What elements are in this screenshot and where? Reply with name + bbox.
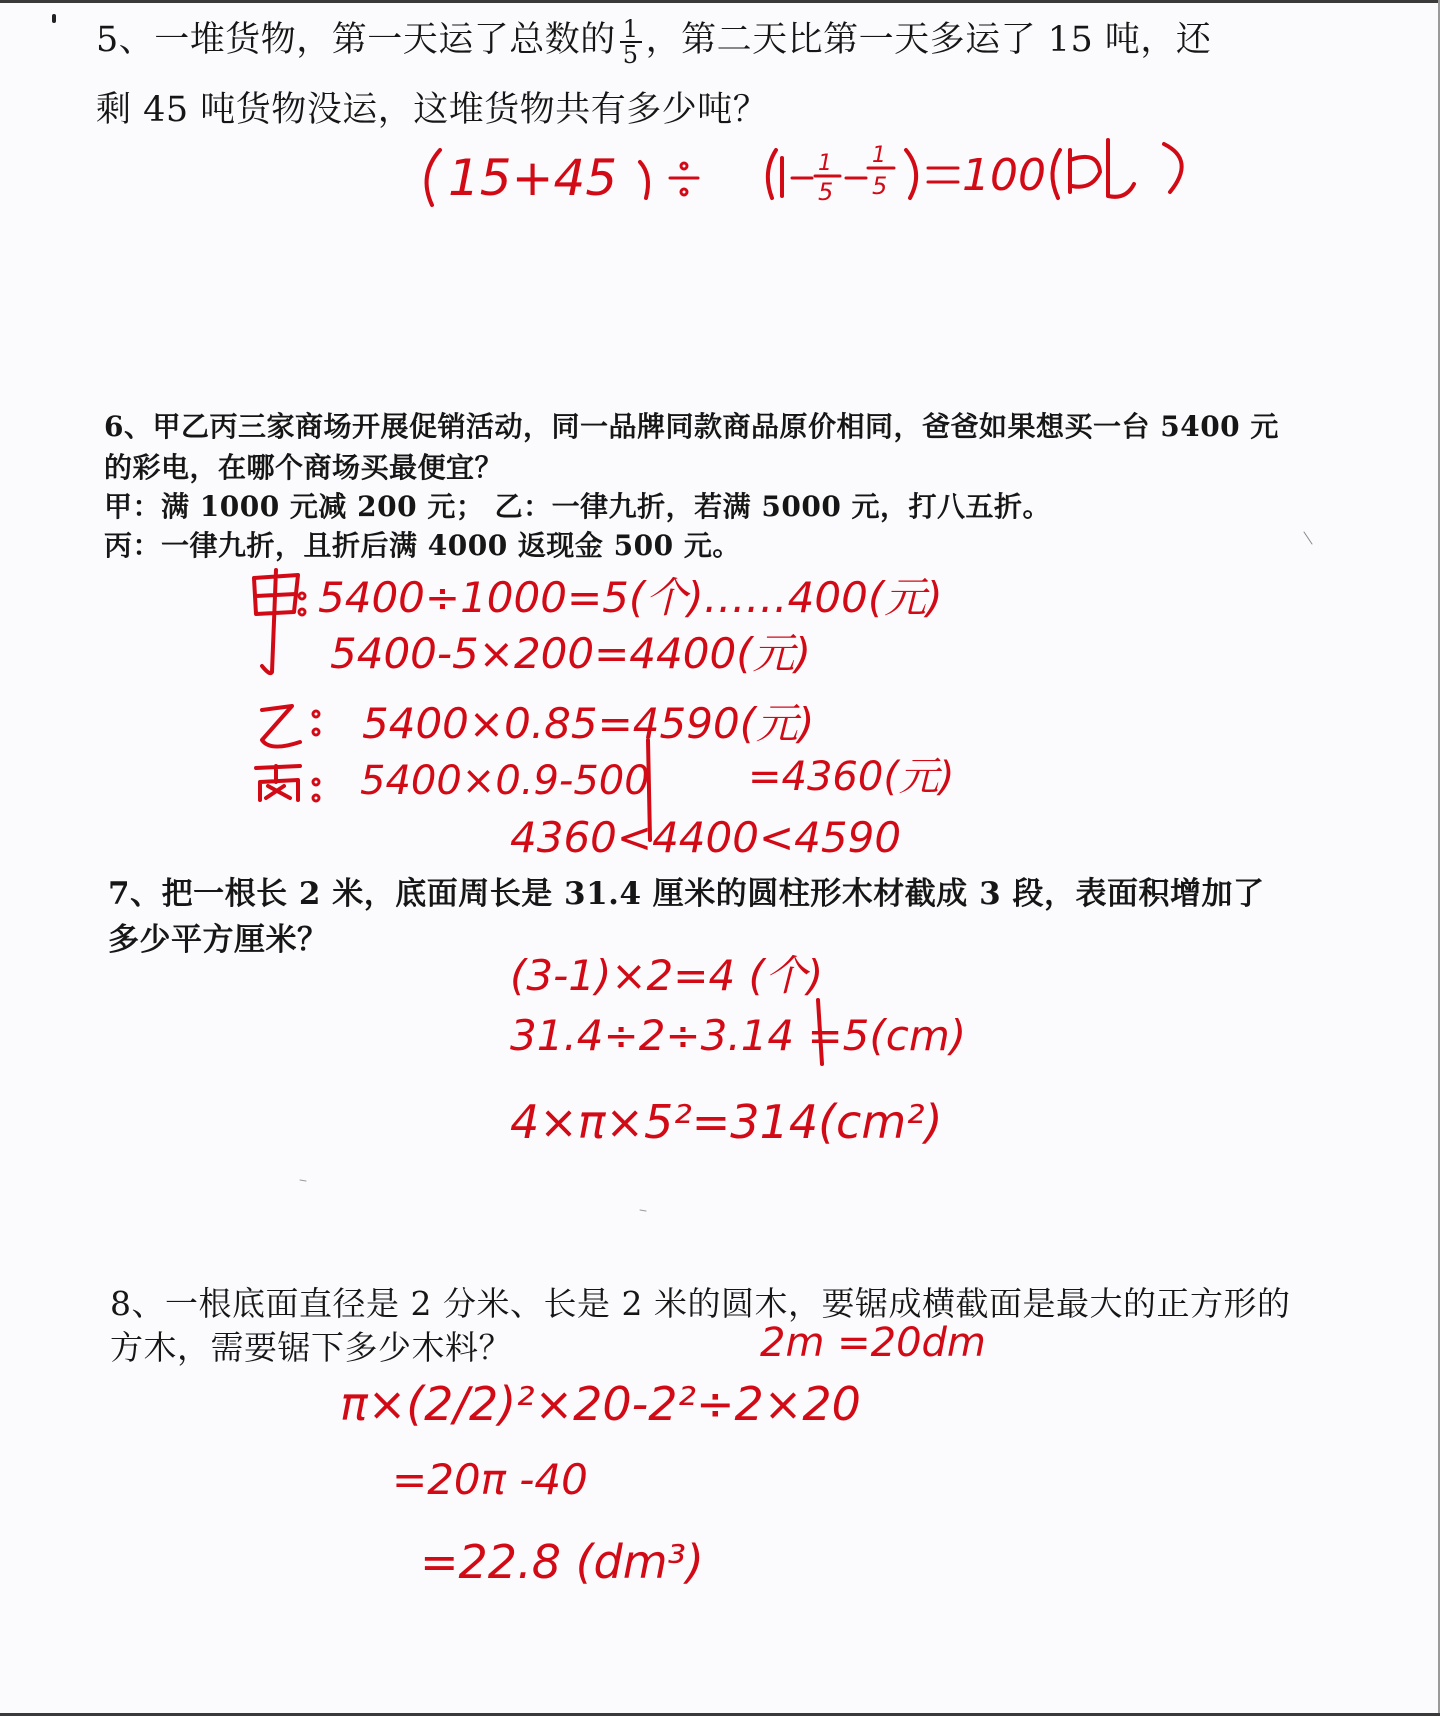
a7-line2-text: 31.4÷2÷3.14 =5(cm) [510, 1011, 967, 1060]
a5-frac2-den: 5 [872, 172, 888, 200]
a5-numbers: 15+45 [448, 149, 618, 207]
a6-line4-text: 5400×0.9-500 [360, 758, 650, 804]
handwriting-answer-5 [427, 140, 1182, 207]
a6-line4-result: =4360(元) [748, 754, 955, 800]
a7-line1-text: (3-1)×2=4 (个) [510, 951, 824, 1000]
a6-line3-text: 5400×0.85=4590(元) [362, 699, 815, 748]
q5-text-post: ，第二天比第一天多运了 15 吨，还 [645, 20, 1212, 60]
q8-line-2: 方木，需要锯下多少木料？ [110, 1328, 512, 1367]
handwriting-answer-6 [254, 570, 955, 862]
q6-line-1: 6、甲乙丙三家商场开展促销活动，同一品牌同款商品原价相同，爸爸如果想买一台 5400 元 [104, 410, 1279, 443]
a5-frac1-num: 1 [818, 151, 832, 176]
q5-line-2: 剩 45 吨货物没运，这堆货物共有多少吨？ [96, 90, 769, 130]
q7-line-2: 多少平方厘米？ [108, 922, 329, 958]
q6-line-3: 甲：满 1000 元减 200 元； 乙：一律九折，若满 5000 元，打八五折。 [104, 490, 1052, 523]
q6-line-2: 的彩电，在哪个商场买最便宜？ [104, 451, 504, 484]
a6-line2-text: 5400-5×200=4400(元) [330, 629, 811, 678]
a6-line1-text: 5400÷1000=5(个)……400(元) [318, 573, 943, 622]
a6-line5-text: 4360<4400<4590 [510, 813, 902, 862]
a8-line4-text: =22.8 (dm³) [420, 1535, 704, 1589]
a7-line3-text: 4×π×5²=314(cm²) [510, 1095, 943, 1149]
q5-fraction-numerator: 1 [620, 17, 642, 43]
q5-fraction-denominator: 5 [622, 40, 639, 69]
a8-line3-text: =20π -40 [392, 1455, 588, 1504]
a5-frac2-num: 1 [872, 143, 886, 168]
a5-result: 100 [962, 150, 1046, 201]
a5-frac1-den: 5 [818, 178, 834, 206]
q6-line-4: 丙：一律九折，且折后满 4000 返现金 500 元。 [104, 529, 741, 562]
handwriting-answer-8 [340, 1320, 986, 1589]
handwriting-answer-7 [510, 951, 966, 1149]
a8-line2-text: π×(2/2)²×20-2²÷2×20 [340, 1377, 861, 1431]
a8-line1-text: 2m =20dm [760, 1320, 986, 1366]
q8-line-1: 8、一根底面直径是 2 分米、长是 2 米的圆木，要锯成横截面是最大的正方形的 [110, 1284, 1291, 1323]
q5-text-pre: 5、一堆货物，第一天运了总数的 [96, 20, 616, 60]
q7-line-1: 7、把一根长 2 米，底面周长是 31.4 厘米的圆柱形木材截成 3 段，表面积增加了 [108, 876, 1265, 912]
